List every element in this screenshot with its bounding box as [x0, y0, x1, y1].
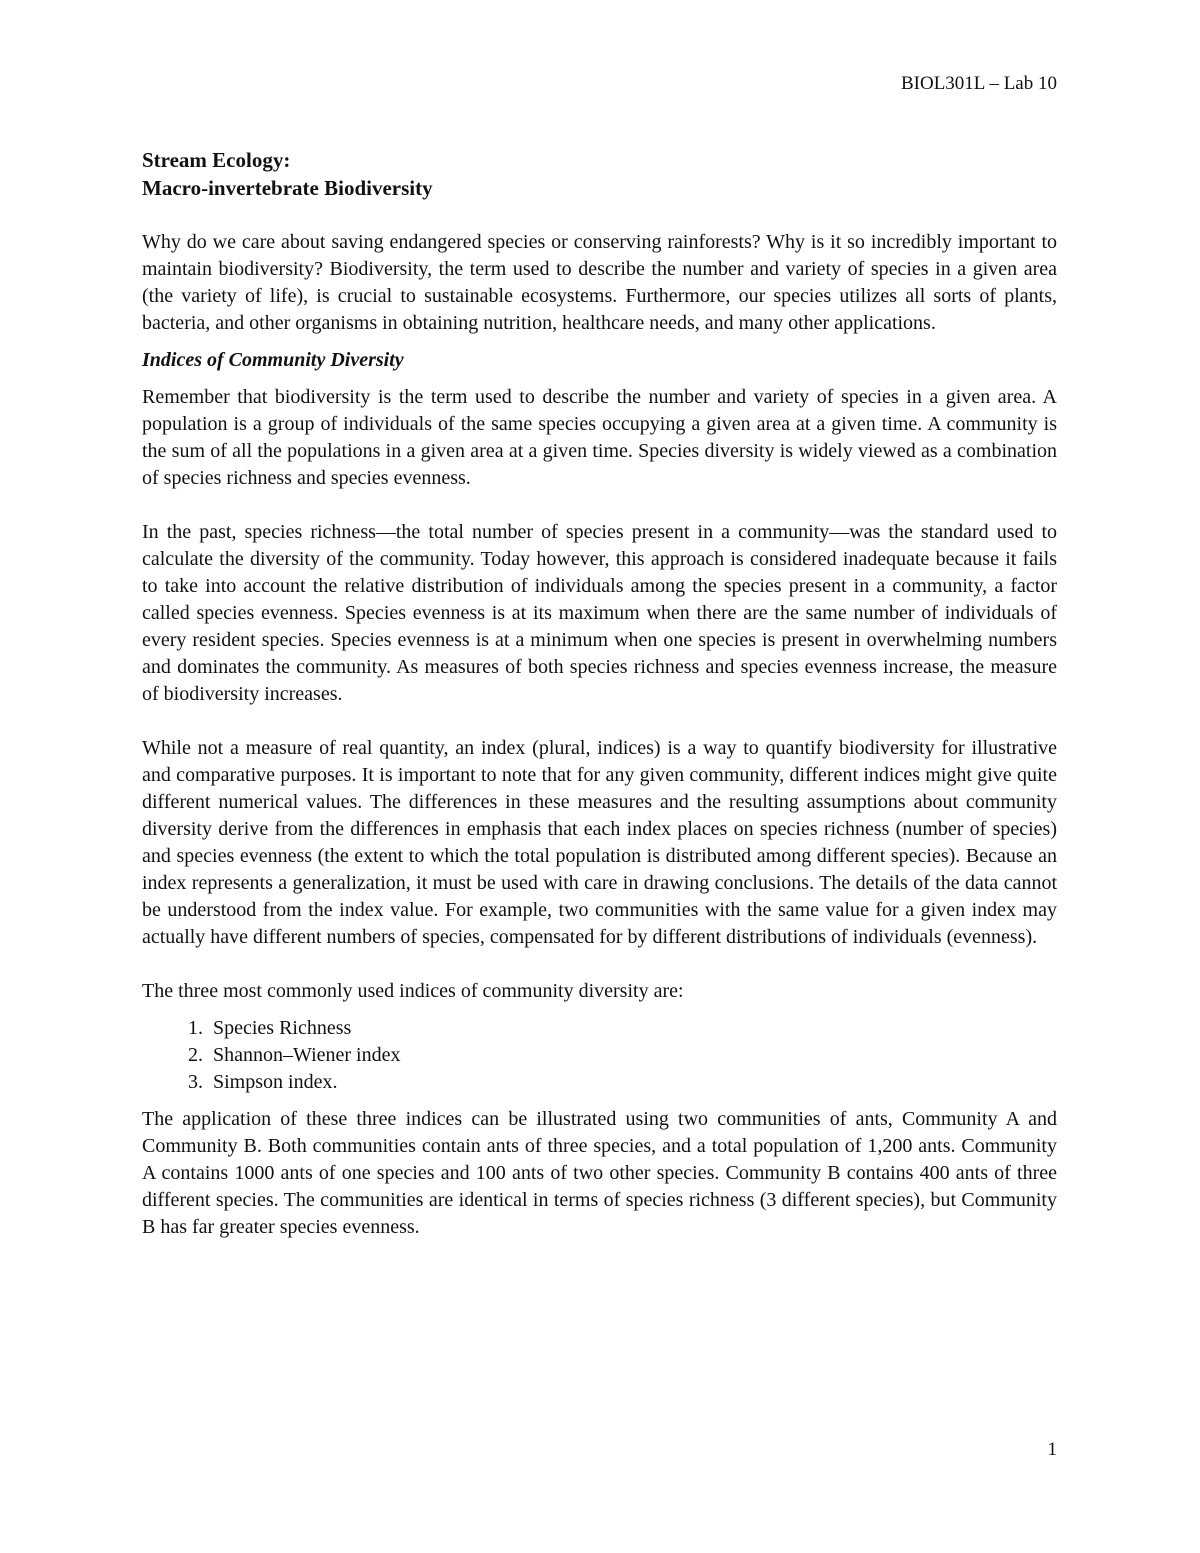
richness-evenness-paragraph: In the past, species richness—the total number of species present in a community—was the standard used to calculate the diversity of the community. Today however, this approach is considered inadequate because it fails to take into account the relative distribution of individuals among the species present in a community, a factor called species evenness. Species evenness is at its maximum when there are the same number of individuals of every resident species. Species evenness is at a minimum when one species is present in overwhelming numbers and dominates the community. As measures of both species richness and species evenness increase, the measure of biodiversity increases. [142, 521, 1057, 705]
document-body [142, 146, 1057, 1241]
list-item-number: 3. [188, 1071, 203, 1093]
page-number: 1 [1047, 1439, 1057, 1460]
title-line-2: Macro-invertebrate Biodiversity [142, 176, 433, 200]
spacer [142, 1005, 1057, 1015]
running-header: BIOL301L – Lab 10 [900, 73, 1057, 94]
spacer [142, 337, 1057, 347]
title-line-1: Stream Ecology: [142, 148, 291, 172]
ant-communities-paragraph: The application of these three indices can be illustrated using two communities of ants, Community A and Community B. Both communities contain ants of three species, and a total population of 1,200 ants. Community A contains 1000 ants of one species and 100 ants of two other species. Community B contains 400 ants of three different species. The communities are identical in terms of species richness (3 different species), but Community B has far greater species evenness. [142, 1108, 1057, 1238]
spacer [142, 374, 1057, 384]
indices-list [142, 1015, 1057, 1096]
list-item [142, 1042, 1057, 1069]
list-item-number: 1. [188, 1017, 203, 1039]
spacer [142, 1096, 1057, 1106]
intro-paragraph: Why do we care about saving endangered species or conserving rainforests? Why is it so incredibly important to maintain biodiversity? Biodiversity, the term used to describe the number and variety of species in a given area (the variety of life), is crucial to sustainable ecosystems. Furthermore, our species utilizes all sorts of plants, bacteria, and other organisms in obtaining nutrition, healthcare needs, and many other applications. [142, 231, 1057, 334]
list-item [142, 1015, 1057, 1042]
list-item-text: Species Richness [213, 1017, 352, 1039]
list-item [142, 1069, 1057, 1096]
spacer [142, 951, 1057, 978]
list-item-number: 2. [188, 1044, 203, 1066]
spacer [142, 708, 1057, 735]
list-item-text: Simpson index. [213, 1071, 338, 1093]
definitions-paragraph: Remember that biodiversity is the term used to describe the number and variety of species in a given area. A population is a group of individuals of the same species occupying a given area at a given time. A community is the sum of all the populations in a given area at a given time. Species diversity is widely viewed as a combination of species richness and species evenness. [142, 386, 1057, 489]
spacer [142, 492, 1057, 519]
list-item-text: Shannon–Wiener index [213, 1044, 401, 1066]
section-heading: Indices of Community Diversity [142, 349, 404, 371]
spacer [142, 202, 1057, 229]
list-intro: The three most commonly used indices of community diversity are: [142, 980, 684, 1002]
index-explanation-paragraph: While not a measure of real quantity, an index (plural, indices) is a way to quantify biodiversity for illustrative and comparative purposes. It is important to note that for any given community, different indices might give quite different numerical values. The differences in these measures and the resulting assumptions about community diversity derive from the differences in emphasis that each index places on species richness (number of species) and species evenness (the extent to which the total population is distributed among different species). Because an index represents a generalization, it must be used with care in drawing conclusions. The details of the data cannot be understood from the index value. For example, two communities with the same value for a given index may actually have different numbers of species, compensated for by different distributions of individuals (evenness). [142, 737, 1057, 948]
